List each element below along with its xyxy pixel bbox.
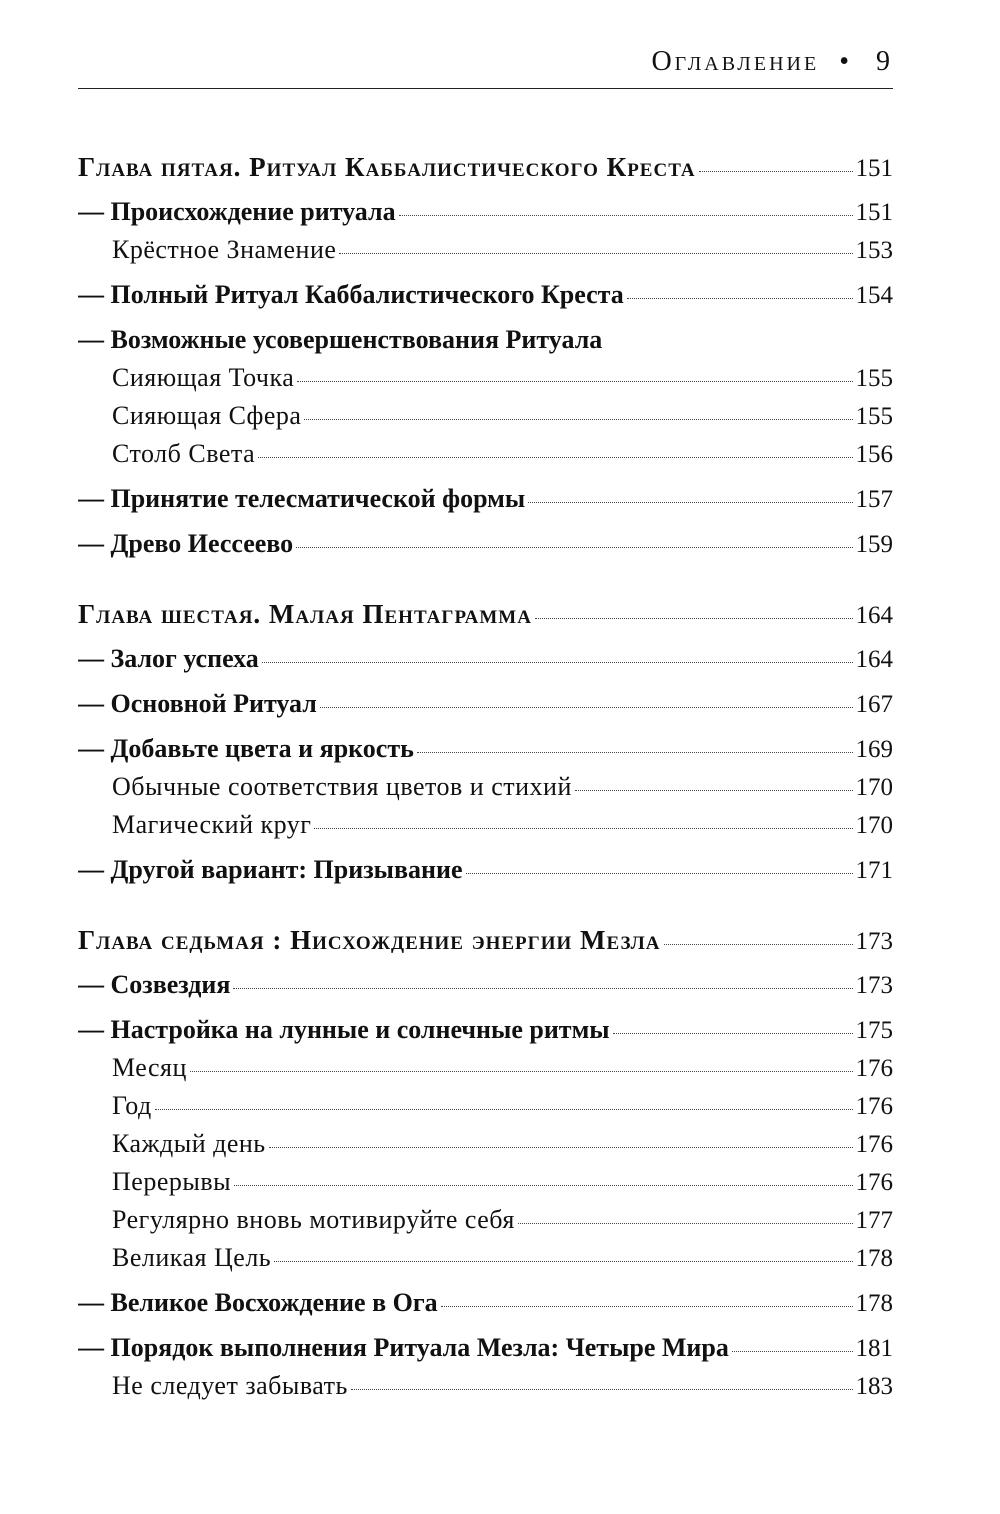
dot-leader <box>613 1033 853 1034</box>
toc-entry-page-number: 155 <box>855 365 893 392</box>
toc-entry-page-number: 176 <box>855 1093 893 1120</box>
toc-entry-title: Сияющая Сфера <box>112 401 302 430</box>
toc-section-entry <box>78 193 893 231</box>
toc-entry-title: — Другой вариант: Призывание <box>78 855 463 884</box>
toc-section-entry <box>78 321 893 359</box>
toc-entry-title: — Великое Восхождение в Ога <box>78 1288 438 1317</box>
toc-section-entry <box>78 1284 893 1322</box>
toc-entry-page-number: 173 <box>855 928 893 955</box>
toc-entry-title: — Возможные усовершенствования Ритуала <box>78 325 603 354</box>
dot-leader <box>627 298 853 299</box>
toc-entry-page-number: 156 <box>855 441 893 468</box>
toc-entry-title: Глава пятая. Ритуал Каббалистического Креста <box>78 152 696 182</box>
toc-sub-entry <box>78 1125 893 1163</box>
toc-entry-page-number: 157 <box>855 486 893 513</box>
dot-leader <box>518 1223 853 1224</box>
dot-leader <box>351 1389 853 1390</box>
toc-section-entry <box>78 640 893 678</box>
toc-entry-title: Месяц <box>112 1053 187 1082</box>
header-text <box>651 46 893 78</box>
toc-entry-title: — Настройка на лунные и солнечные ритмы <box>78 1015 610 1044</box>
dot-leader <box>190 1071 853 1072</box>
toc-entry-title: — Порядок выполнения Ритуала Мезла: Четыре Мира <box>78 1333 729 1362</box>
dot-leader <box>528 502 852 503</box>
toc-sub-entry <box>78 768 893 806</box>
toc-entry-title: Столб Света <box>112 439 256 468</box>
toc-entry-title: Не следует забывать <box>112 1371 348 1400</box>
toc-entry-title: — Принятие телесматической формы <box>78 484 526 513</box>
dot-leader <box>466 873 853 874</box>
toc-entry-title: Глава шестая. Малая Пентаграмма <box>78 599 532 629</box>
toc-sub-entry <box>78 1049 893 1087</box>
toc-section-entry <box>78 730 893 768</box>
toc-entry-page-number: 151 <box>855 155 893 182</box>
toc-section-entry <box>78 1329 893 1367</box>
dot-leader <box>274 1261 852 1262</box>
toc-entry-page-number: 159 <box>855 531 893 558</box>
toc-sub-entry <box>78 397 893 435</box>
toc-entry-title: — Основной Ритуал <box>78 689 317 718</box>
toc-entry-title: Глава седьмая : Нисхождение энергии Мезла <box>78 925 661 955</box>
toc-section-entry <box>78 851 893 889</box>
dot-leader <box>258 457 852 458</box>
dot-leader <box>535 618 853 619</box>
toc-entry-page-number: 167 <box>855 691 893 718</box>
toc-entry-page-number: 153 <box>855 237 893 264</box>
dot-leader <box>155 1109 853 1110</box>
dot-leader <box>304 419 852 420</box>
dot-leader <box>314 828 852 829</box>
dot-leader <box>732 1351 853 1352</box>
toc-entry-page-number: 175 <box>855 1017 893 1044</box>
toc-sub-entry <box>78 806 893 844</box>
toc-sub-entry <box>78 231 893 269</box>
toc-entry-title: Обычные соответствия цветов и стихий <box>112 772 572 801</box>
toc-entry-page-number: 178 <box>855 1290 893 1317</box>
toc-entry-page-number: 178 <box>855 1245 893 1272</box>
dot-leader <box>339 253 852 254</box>
toc-entry-title: — Созвездия <box>78 970 231 999</box>
dot-leader <box>417 752 853 753</box>
dot-leader <box>441 1306 853 1307</box>
toc-entry-page-number: 171 <box>855 857 893 884</box>
toc-entry-page-number: 170 <box>855 774 893 801</box>
dot-leader <box>269 1147 853 1148</box>
dot-leader <box>399 215 853 216</box>
dot-leader <box>297 381 852 382</box>
toc-entry-page-number: 176 <box>855 1169 893 1196</box>
toc-section-entry <box>78 685 893 723</box>
table-of-contents <box>78 148 893 1405</box>
toc-entry-title: Регулярно вновь мотивируйте себя <box>112 1205 515 1234</box>
toc-entry-title: Каждый день <box>112 1129 266 1158</box>
toc-entry-page-number: 177 <box>855 1207 893 1234</box>
toc-entry-page-number: 154 <box>855 282 893 309</box>
toc-entry-page-number: 183 <box>855 1373 893 1400</box>
toc-entry-page-number: 151 <box>855 199 893 226</box>
dot-leader <box>234 1185 852 1186</box>
toc-entry-title: Магический круг <box>112 810 312 839</box>
toc-entry-page-number: 176 <box>855 1055 893 1082</box>
toc-entry-title: Год <box>112 1091 152 1120</box>
toc-entry-page-number: 170 <box>855 812 893 839</box>
toc-section-entry <box>78 966 893 1004</box>
toc-entry-title: Крёстное Знамение <box>112 235 337 264</box>
toc-section-entry <box>78 480 893 518</box>
dot-leader <box>699 171 853 172</box>
dot-leader <box>575 790 853 791</box>
toc-entry-title: — Древо Иессеево <box>78 529 294 558</box>
toc-sub-entry <box>78 1087 893 1125</box>
toc-sub-entry <box>78 435 893 473</box>
toc-sub-entry <box>78 1239 893 1277</box>
toc-entry-title: Великая Цель <box>112 1243 272 1272</box>
toc-section-entry <box>78 276 893 314</box>
toc-entry-page-number: 173 <box>855 972 893 999</box>
toc-entry-title: — Добавьте цвета и яркость <box>78 734 414 763</box>
toc-entry-page-number: 164 <box>855 602 893 629</box>
toc-chapter-entry <box>78 595 893 633</box>
toc-entry-title: — Залог успеха <box>78 644 259 673</box>
toc-entry-page-number: 176 <box>855 1131 893 1158</box>
toc-section-entry <box>78 1011 893 1049</box>
toc-section-entry <box>78 525 893 563</box>
toc-sub-entry <box>78 1201 893 1239</box>
toc-entry-title: Сияющая Точка <box>112 363 295 392</box>
toc-entry-title: — Происхождение ритуала <box>78 197 396 226</box>
dot-leader <box>320 707 853 708</box>
toc-entry-title: Перерывы <box>112 1167 232 1196</box>
toc-chapter-entry <box>78 921 893 959</box>
running-header <box>78 46 893 89</box>
toc-entry-page-number: 164 <box>855 646 893 673</box>
dot-leader <box>233 988 852 989</box>
toc-entry-page-number: 169 <box>855 736 893 763</box>
toc-sub-entry <box>78 359 893 397</box>
toc-chapter-entry <box>78 148 893 186</box>
dot-leader <box>262 662 853 663</box>
header-separator: • <box>839 46 852 77</box>
header-page-number: 9 <box>876 46 893 77</box>
header-title: Оглавление <box>651 46 820 77</box>
toc-entry-title: — Полный Ритуал Каббалистического Креста <box>78 280 624 309</box>
toc-entry-page-number: 181 <box>855 1335 893 1362</box>
dot-leader <box>296 547 852 548</box>
toc-sub-entry <box>78 1367 893 1405</box>
dot-leader <box>664 944 853 945</box>
toc-sub-entry <box>78 1163 893 1201</box>
toc-entry-page-number: 155 <box>855 403 893 430</box>
